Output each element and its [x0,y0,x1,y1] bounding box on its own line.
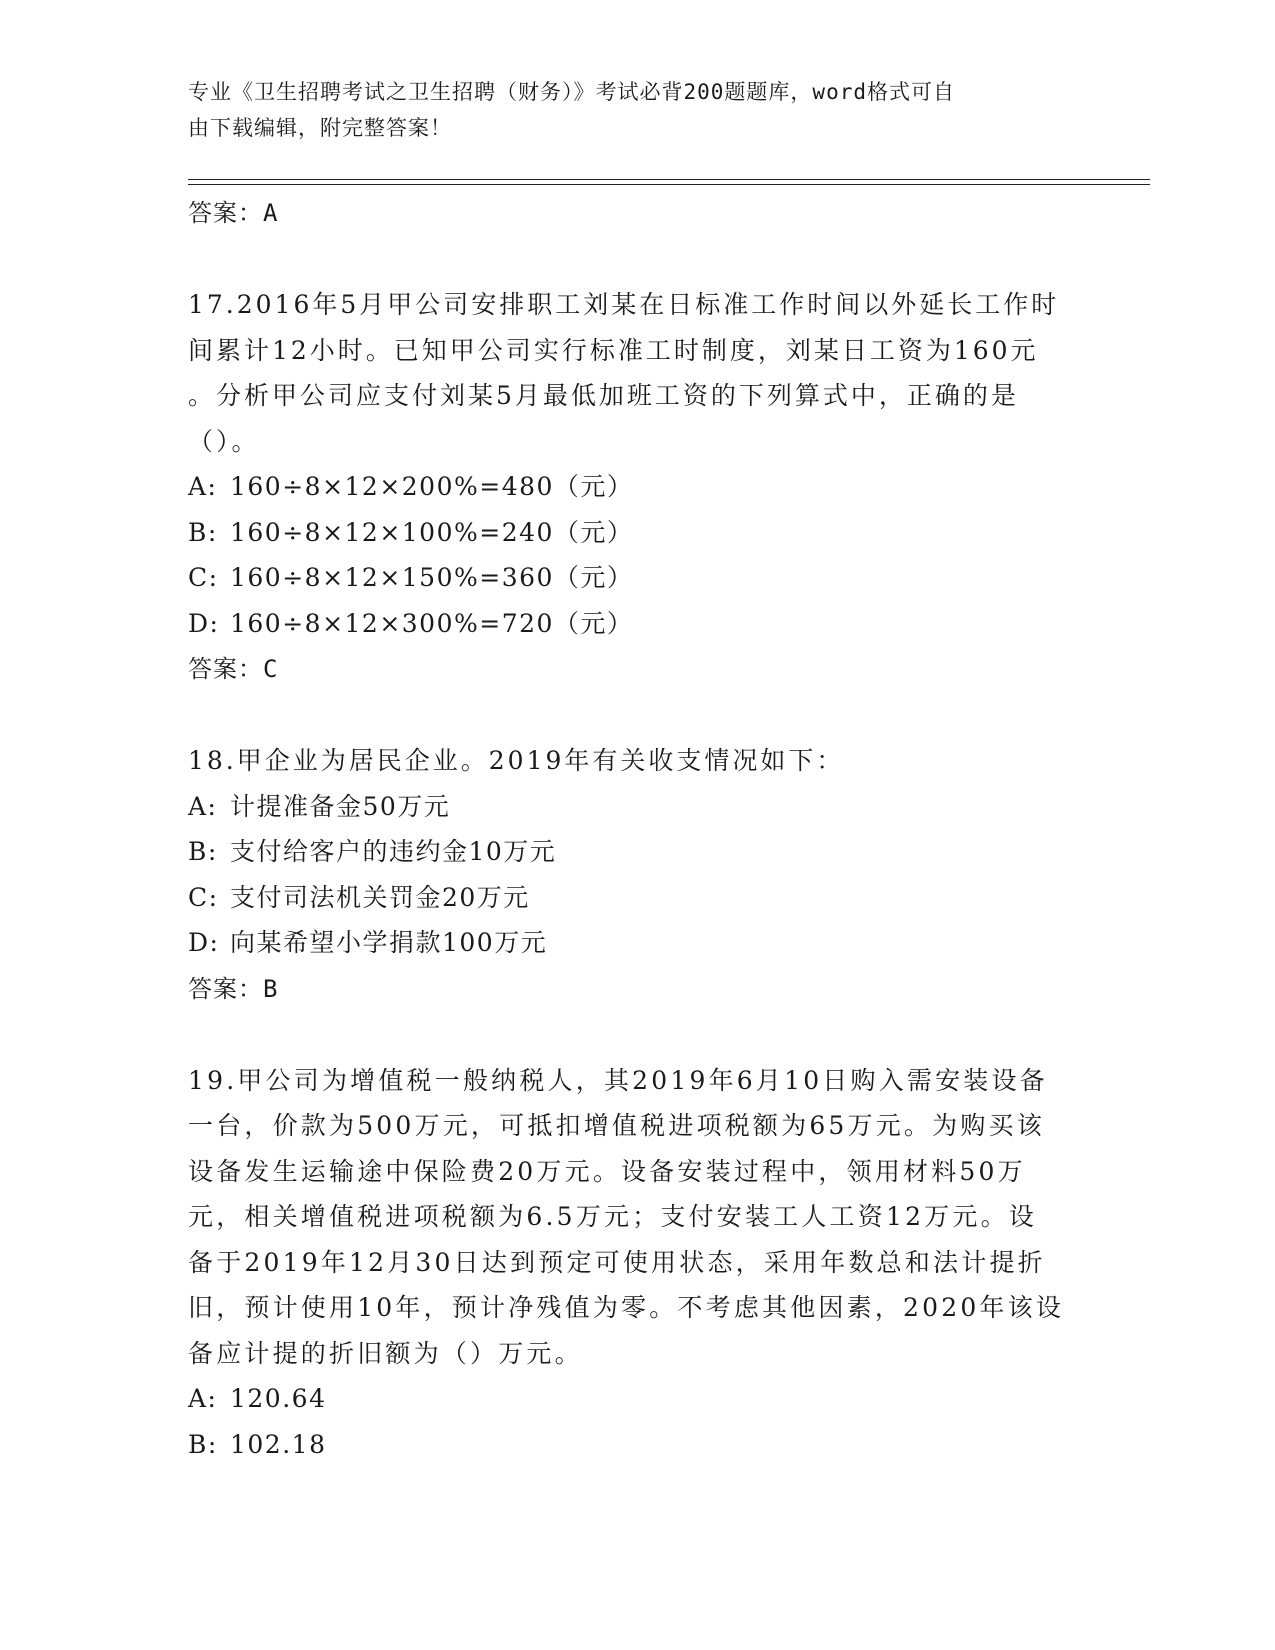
option-c [188,875,1078,921]
option-letter: A: [188,791,218,821]
document-body [188,190,1078,1467]
option-text: 支付给客户的违约金10万元 [230,837,557,866]
stem-line: 18.甲企业为居民企业。2019年有关收支情况如下： [188,746,845,775]
option-letter: A: [188,1384,218,1413]
stem-line: 一台，价款为500万元，可抵扣增值税进项税额为65万元。为购买该 [188,1111,1045,1140]
option-text: 160÷8×12×200%=480（元） [230,472,634,501]
answer-text: 答案：A [188,199,279,227]
header-line-1: 专业《卫生招聘考试之卫生招聘（财务）》考试必背200题题库，word格式可自 [188,80,955,104]
option-d [188,920,1078,966]
option-text: 160÷8×12×100%=240（元） [230,517,634,547]
question-18 [188,738,1078,1012]
option-text: 支付司法机关罚金20万元 [230,882,530,912]
stem-line: 设备发生运输途中保险费20万元。设备安装过程中，领用材料50万 [188,1156,1026,1186]
stem-line: 17.2016年5月甲公司安排职工刘某在日标准工作时间以外延长工作时 [188,290,1060,319]
stem-line: 旧，预计使用10年，预计净残值为零。不考虑其他因素，2020年该设 [188,1293,1065,1322]
option-letter: B: [188,837,218,866]
option-b [188,829,1078,875]
document-header [188,74,1078,146]
option-letter: C: [188,563,219,592]
spacer [188,1012,1078,1058]
option-letter: B: [188,1429,218,1459]
stem-line: 备于2019年12月30日达到预定可使用状态，采用年数总和法计提折 [188,1247,1046,1277]
question-stem [188,282,1078,464]
option-b [188,510,1078,556]
option-letter: C: [188,882,219,912]
option-text: 120.64 [230,1384,327,1413]
question-17 [188,282,1078,692]
stem-line: 元，相关增值税进项税额为6.5万元；支付安装工人工资12万元。设 [188,1202,1037,1231]
spacer [188,236,1078,282]
question-19 [188,1058,1078,1468]
option-c [188,555,1078,601]
stem-line: 。分析甲公司应支付刘某5月最低加班工资的下列算式中，正确的是 [188,381,1019,410]
option-b [188,1422,1078,1468]
option-text: 102.18 [230,1429,327,1459]
option-a [188,784,1078,830]
question-stem [188,738,1078,784]
option-a [188,464,1078,510]
option-d [188,601,1078,647]
option-text: 向某希望小学捐款100万元 [230,928,548,957]
stem-line: 间累计12小时。已知甲公司实行标准工时制度，刘某日工资为160元 [188,335,1039,365]
option-letter: D: [188,928,220,957]
option-letter: D: [188,608,220,638]
stem-line: 备应计提的折旧额为（）万元。 [188,1338,583,1368]
stem-line: （）。 [188,426,260,456]
answer-text: 答案：B [188,974,279,1003]
option-a [188,1376,1078,1422]
option-letter: B: [188,517,218,547]
header-divider-top [188,179,1150,180]
option-letter: A: [188,472,218,501]
stem-line: 19.甲公司为增值税一般纳税人，其2019年6月10日购入需安装设备 [188,1065,1048,1095]
option-text: 160÷8×12×150%=360（元） [230,563,634,592]
option-text: 计提准备金50万元 [230,791,451,821]
header-line-2: 由下载编辑，附完整答案！ [188,116,452,140]
option-text: 160÷8×12×300%=720（元） [230,608,634,638]
question-stem [188,1058,1078,1377]
answer-text: 答案：C [188,655,279,683]
header-divider-bottom [188,184,1150,185]
spacer [188,692,1078,738]
